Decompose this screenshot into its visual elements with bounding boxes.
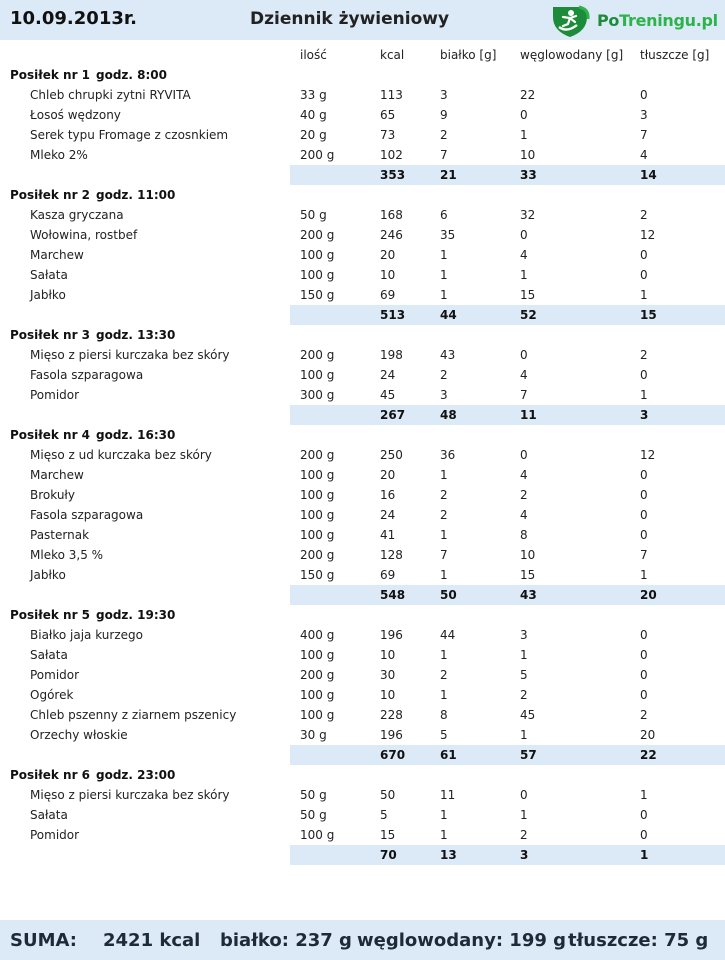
table-row	[0, 265, 725, 285]
total-kcal: 670	[380, 748, 406, 762]
food-kcal: 73	[380, 128, 396, 142]
food-fat: 0	[640, 468, 648, 482]
food-carbs: 4	[520, 368, 528, 382]
meal-label: Posiłek nr 1	[10, 68, 91, 82]
table-row	[0, 705, 725, 725]
total-carbs: 33	[520, 168, 537, 182]
summary-protein: białko: 237 g	[220, 930, 352, 951]
summary-kcal: 2421 kcal	[103, 930, 201, 951]
total-protein: 13	[440, 848, 457, 862]
meal-label: Posiłek nr 4	[10, 428, 91, 442]
food-qty: 100 g	[300, 508, 335, 522]
food-protein: 8	[440, 708, 448, 722]
food-fat: 0	[640, 268, 648, 282]
food-qty: 400 g	[300, 628, 335, 642]
food-fat: 0	[640, 808, 648, 822]
food-name: Pasternak	[30, 528, 90, 542]
food-name: Marchew	[30, 468, 84, 482]
food-name: Serek typu Fromage z czosnkiem	[30, 128, 229, 142]
logo-text: PoTreningu.pl	[597, 11, 718, 30]
food-name: Chleb pszenny z ziarnem pszenicy	[30, 708, 237, 722]
food-name: Łosoś wędzony	[30, 108, 121, 122]
food-fat: 4	[640, 148, 648, 162]
food-kcal: 5	[380, 808, 388, 822]
food-protein: 3	[440, 88, 448, 102]
food-carbs: 15	[520, 568, 536, 582]
total-highlight	[290, 745, 725, 765]
food-qty: 100 g	[300, 648, 335, 662]
total-kcal: 513	[380, 308, 406, 322]
food-fat: 0	[640, 368, 648, 382]
food-fat: 0	[640, 828, 648, 842]
table-row	[0, 685, 725, 705]
table-row	[0, 545, 725, 565]
page-header	[0, 0, 725, 40]
food-fat: 0	[640, 688, 648, 702]
food-name: Ogórek	[30, 688, 74, 702]
food-kcal: 24	[380, 508, 396, 522]
food-qty: 30 g	[300, 728, 327, 742]
food-fat: 0	[640, 628, 648, 642]
food-kcal: 10	[380, 648, 396, 662]
food-carbs: 2	[520, 688, 528, 702]
food-protein: 35	[440, 228, 456, 242]
meal-time: godz. 19:30	[96, 608, 176, 622]
food-carbs: 7	[520, 388, 528, 402]
food-kcal: 102	[380, 148, 403, 162]
food-qty: 100 g	[300, 688, 335, 702]
food-qty: 50 g	[300, 788, 327, 802]
food-protein: 5	[440, 728, 448, 742]
col-header-protein: białko [g]	[440, 48, 497, 62]
total-highlight	[290, 405, 725, 425]
food-carbs: 4	[520, 248, 528, 262]
food-name: Marchew	[30, 248, 84, 262]
food-name: Sałata	[30, 268, 68, 282]
food-kcal: 45	[380, 388, 396, 402]
table-row	[0, 725, 725, 745]
total-highlight	[290, 845, 725, 865]
food-fat: 1	[640, 788, 648, 802]
food-name: Mięso z ud kurczaka bez skóry	[30, 448, 212, 462]
food-carbs: 0	[520, 448, 528, 462]
food-protein: 11	[440, 788, 456, 802]
food-protein: 7	[440, 148, 448, 162]
food-fat: 0	[640, 488, 648, 502]
food-protein: 3	[440, 388, 448, 402]
food-carbs: 0	[520, 108, 528, 122]
food-carbs: 0	[520, 348, 528, 362]
total-kcal: 548	[380, 588, 406, 602]
food-protein: 44	[440, 628, 456, 642]
food-kcal: 250	[380, 448, 403, 462]
food-qty: 200 g	[300, 448, 335, 462]
food-name: Fasola szparagowa	[30, 368, 144, 382]
food-carbs: 3	[520, 628, 528, 642]
table-row	[0, 85, 725, 105]
table-row	[0, 825, 725, 845]
food-fat: 12	[640, 448, 656, 462]
food-qty: 200 g	[300, 148, 335, 162]
food-protein: 1	[440, 248, 448, 262]
table-row	[0, 245, 725, 265]
food-protein: 1	[440, 568, 448, 582]
table-row	[0, 385, 725, 405]
total-highlight	[290, 305, 725, 325]
food-name: Mięso z piersi kurczaka bez skóry	[30, 348, 230, 362]
food-kcal: 20	[380, 248, 396, 262]
food-fat: 1	[640, 388, 648, 402]
food-carbs: 1	[520, 648, 528, 662]
food-carbs: 10	[520, 148, 536, 162]
potreningu-logo[interactable]	[549, 3, 721, 39]
food-qty: 200 g	[300, 668, 335, 682]
total-protein: 44	[440, 308, 457, 322]
meal-header	[0, 425, 725, 445]
summary-fat: tłuszcze: 75 g	[568, 930, 709, 951]
total-fat: 3	[640, 408, 649, 422]
total-carbs: 11	[520, 408, 537, 422]
table-row	[0, 645, 725, 665]
food-carbs: 10	[520, 548, 536, 562]
food-carbs: 1	[520, 808, 528, 822]
page-title: Dziennik żywieniowy	[250, 9, 450, 29]
meal-label: Posiłek nr 5	[10, 608, 91, 622]
food-carbs: 1	[520, 128, 528, 142]
food-kcal: 196	[380, 728, 403, 742]
total-carbs: 43	[520, 588, 537, 602]
meal-total-row	[0, 745, 725, 765]
total-highlight	[290, 585, 725, 605]
table-row	[0, 105, 725, 125]
food-kcal: 16	[380, 488, 396, 502]
food-carbs: 1	[520, 728, 528, 742]
table-row	[0, 445, 725, 465]
food-carbs: 15	[520, 288, 536, 302]
food-protein: 1	[440, 468, 448, 482]
table-row	[0, 565, 725, 585]
total-protein: 21	[440, 168, 457, 182]
food-fat: 0	[640, 648, 648, 662]
food-qty: 100 g	[300, 528, 335, 542]
table-row	[0, 665, 725, 685]
total-fat: 1	[640, 848, 649, 862]
total-kcal: 70	[380, 848, 397, 862]
food-name: Jabłko	[30, 288, 66, 302]
summary-label: SUMA:	[10, 930, 77, 951]
food-kcal: 198	[380, 348, 403, 362]
food-kcal: 65	[380, 108, 396, 122]
food-protein: 1	[440, 688, 448, 702]
food-qty: 100 g	[300, 248, 335, 262]
food-carbs: 45	[520, 708, 536, 722]
food-carbs: 0	[520, 788, 528, 802]
food-protein: 43	[440, 348, 456, 362]
food-carbs: 5	[520, 668, 528, 682]
food-fat: 7	[640, 128, 648, 142]
food-qty: 100 g	[300, 468, 335, 482]
food-kcal: 246	[380, 228, 403, 242]
food-qty: 20 g	[300, 128, 327, 142]
food-qty: 200 g	[300, 228, 335, 242]
food-name: Mleko 2%	[30, 148, 88, 162]
food-name: Kasza gryczana	[30, 208, 124, 222]
food-protein: 1	[440, 288, 448, 302]
food-qty: 150 g	[300, 288, 335, 302]
food-kcal: 50	[380, 788, 396, 802]
table-row	[0, 625, 725, 645]
column-header-row	[0, 45, 725, 65]
food-qty: 100 g	[300, 268, 335, 282]
meal-time: godz. 13:30	[96, 328, 176, 342]
food-qty: 100 g	[300, 828, 335, 842]
food-fat: 0	[640, 508, 648, 522]
meal-total-row	[0, 165, 725, 185]
food-kcal: 24	[380, 368, 396, 382]
food-carbs: 4	[520, 468, 528, 482]
food-fat: 20	[640, 728, 656, 742]
food-protein: 1	[440, 648, 448, 662]
table-row	[0, 145, 725, 165]
food-kcal: 196	[380, 628, 403, 642]
food-qty: 100 g	[300, 708, 335, 722]
food-qty: 200 g	[300, 548, 335, 562]
food-qty: 40 g	[300, 108, 327, 122]
food-fat: 2	[640, 208, 648, 222]
meal-header	[0, 765, 725, 785]
food-name: Mięso z piersi kurczaka bez skóry	[30, 788, 230, 802]
meal-header	[0, 605, 725, 625]
col-header-qty: ilość	[300, 48, 327, 62]
food-name: Fasola szparagowa	[30, 508, 144, 522]
food-name: Białko jaja kurzego	[30, 628, 143, 642]
food-protein: 1	[440, 268, 448, 282]
food-fat: 7	[640, 548, 648, 562]
food-name: Brokuły	[30, 488, 75, 502]
food-protein: 2	[440, 128, 448, 142]
meal-total-row	[0, 305, 725, 325]
food-name: Mleko 3,5 %	[30, 548, 104, 562]
food-qty: 200 g	[300, 348, 335, 362]
meal-header	[0, 65, 725, 85]
table-row	[0, 205, 725, 225]
runner-logo-icon	[549, 3, 591, 39]
total-fat: 20	[640, 588, 657, 602]
food-name: Pomidor	[30, 388, 80, 402]
food-qty: 300 g	[300, 388, 335, 402]
table-row	[0, 125, 725, 145]
food-carbs: 32	[520, 208, 536, 222]
col-header-carbs: węglowodany [g]	[520, 48, 624, 62]
food-fat: 12	[640, 228, 656, 242]
meal-time: godz. 11:00	[96, 188, 176, 202]
food-fat: 2	[640, 708, 648, 722]
food-protein: 2	[440, 508, 448, 522]
meals-container	[0, 65, 725, 865]
food-carbs: 4	[520, 508, 528, 522]
table-row	[0, 525, 725, 545]
food-carbs: 1	[520, 268, 528, 282]
food-qty: 50 g	[300, 808, 327, 822]
food-fat: 0	[640, 668, 648, 682]
food-carbs: 2	[520, 488, 528, 502]
food-name: Sałata	[30, 808, 68, 822]
food-fat: 0	[640, 248, 648, 262]
table-row	[0, 345, 725, 365]
table-row	[0, 485, 725, 505]
food-name: Jabłko	[30, 568, 66, 582]
food-carbs: 22	[520, 88, 536, 102]
food-name: Pomidor	[30, 668, 80, 682]
food-kcal: 15	[380, 828, 396, 842]
food-protein: 1	[440, 808, 448, 822]
table-row	[0, 285, 725, 305]
food-qty: 150 g	[300, 568, 335, 582]
food-fat: 0	[640, 528, 648, 542]
summary-carbs: węglowodany: 199 g	[357, 930, 567, 951]
food-qty: 50 g	[300, 208, 327, 222]
food-protein: 1	[440, 828, 448, 842]
total-highlight	[290, 165, 725, 185]
meal-time: godz. 23:00	[96, 768, 176, 782]
total-kcal: 353	[380, 168, 406, 182]
food-kcal: 69	[380, 568, 396, 582]
total-fat: 14	[640, 168, 657, 182]
food-kcal: 41	[380, 528, 396, 542]
food-qty: 100 g	[300, 368, 335, 382]
meal-label: Posiłek nr 6	[10, 768, 91, 782]
food-protein: 2	[440, 668, 448, 682]
food-fat: 0	[640, 88, 648, 102]
food-carbs: 8	[520, 528, 528, 542]
food-protein: 1	[440, 528, 448, 542]
col-header-fat: tłuszcze [g]	[640, 48, 710, 62]
food-protein: 36	[440, 448, 456, 462]
meal-total-row	[0, 405, 725, 425]
food-name: Chleb chrupki zytni RYVITA	[30, 88, 191, 102]
food-kcal: 228	[380, 708, 403, 722]
food-qty: 100 g	[300, 488, 335, 502]
food-carbs: 2	[520, 828, 528, 842]
food-name: Pomidor	[30, 828, 80, 842]
summary-bar	[0, 920, 725, 960]
food-fat: 1	[640, 288, 648, 302]
meal-total-row	[0, 845, 725, 865]
food-protein: 9	[440, 108, 448, 122]
food-fat: 3	[640, 108, 648, 122]
food-protein: 2	[440, 488, 448, 502]
table-row	[0, 365, 725, 385]
col-header-kcal: kcal	[380, 48, 405, 62]
food-kcal: 69	[380, 288, 396, 302]
meal-label: Posiłek nr 3	[10, 328, 91, 342]
food-protein: 2	[440, 368, 448, 382]
food-protein: 7	[440, 548, 448, 562]
food-name: Wołowina, rostbef	[30, 228, 138, 242]
total-kcal: 267	[380, 408, 406, 422]
table-row	[0, 225, 725, 245]
food-protein: 6	[440, 208, 448, 222]
food-qty: 33 g	[300, 88, 327, 102]
table-row	[0, 465, 725, 485]
food-kcal: 20	[380, 468, 396, 482]
food-kcal: 128	[380, 548, 403, 562]
total-protein: 50	[440, 588, 457, 602]
meal-total-row	[0, 585, 725, 605]
food-name: Sałata	[30, 648, 68, 662]
food-name: Orzechy włoskie	[30, 728, 128, 742]
meal-header	[0, 185, 725, 205]
meal-time: godz. 16:30	[96, 428, 176, 442]
food-kcal: 10	[380, 268, 396, 282]
table-row	[0, 805, 725, 825]
food-fat: 2	[640, 348, 648, 362]
nutrition-table	[0, 45, 725, 865]
food-kcal: 10	[380, 688, 396, 702]
total-protein: 48	[440, 408, 457, 422]
total-carbs: 52	[520, 308, 537, 322]
meal-label: Posiłek nr 2	[10, 188, 91, 202]
food-carbs: 0	[520, 228, 528, 242]
food-fat: 1	[640, 568, 648, 582]
diary-date: 10.09.2013r.	[10, 8, 138, 29]
food-kcal: 113	[380, 88, 403, 102]
total-carbs: 57	[520, 748, 537, 762]
total-fat: 15	[640, 308, 657, 322]
table-row	[0, 505, 725, 525]
meal-time: godz. 8:00	[96, 68, 167, 82]
total-protein: 61	[440, 748, 457, 762]
total-carbs: 3	[520, 848, 529, 862]
food-kcal: 168	[380, 208, 403, 222]
total-fat: 22	[640, 748, 657, 762]
meal-header	[0, 325, 725, 345]
table-row	[0, 785, 725, 805]
food-kcal: 30	[380, 668, 396, 682]
